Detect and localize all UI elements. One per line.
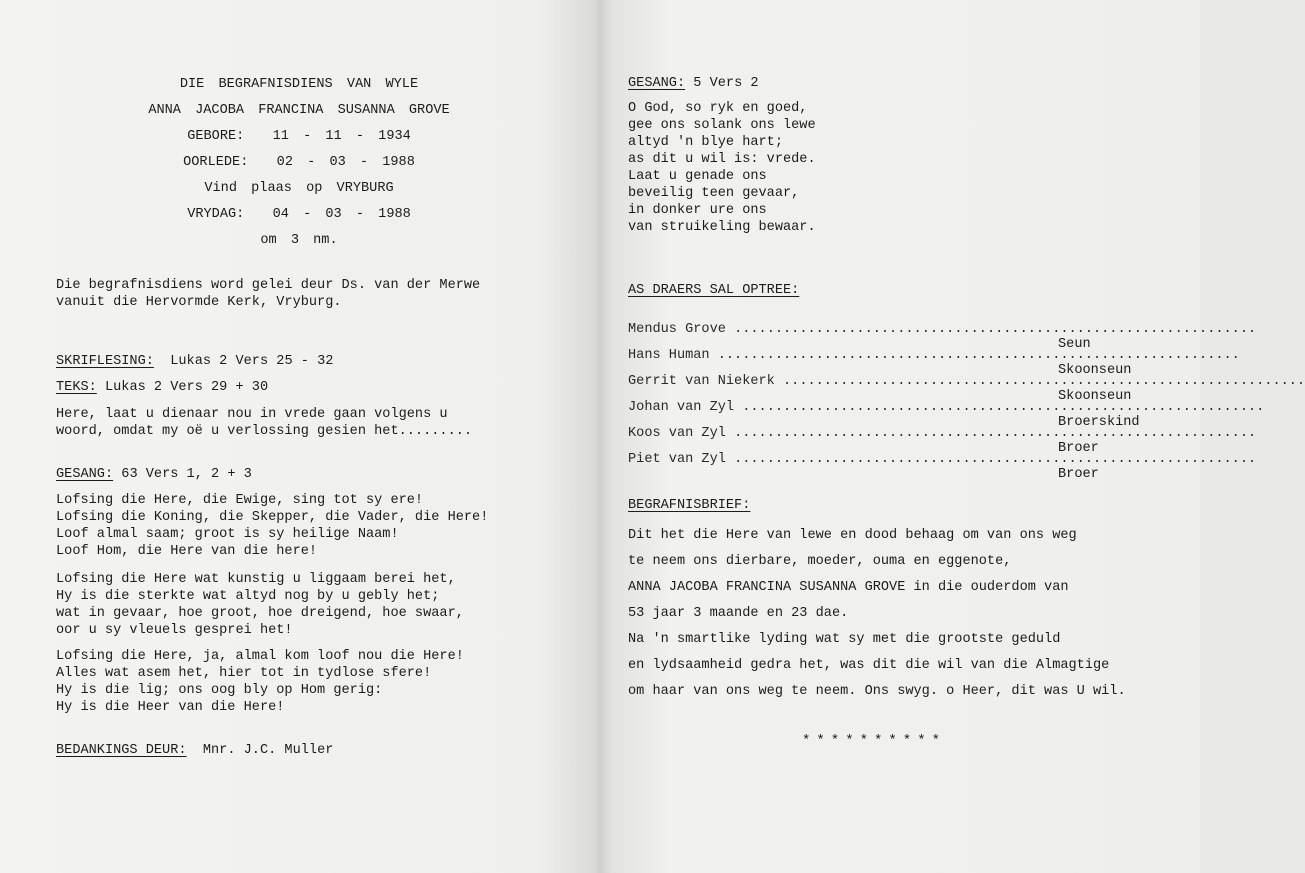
stanza-line: Lofsing die Here wat kunstig u liggaam berei het, xyxy=(56,572,456,587)
bedankings-value: Mnr. J.C. Muller xyxy=(202,743,334,758)
draer-role: Broerskind xyxy=(1058,415,1140,430)
service-location: Vind plaas op VRYBURG xyxy=(204,181,394,196)
stanza-line: Lofsing die Here, ja, almal kom loof nou die Here! xyxy=(56,649,464,664)
service-date: VRYDAG: 04 - 03 - 1988 xyxy=(187,207,411,222)
draer-role: Skoonseun xyxy=(1058,389,1132,404)
intro-line: Die begrafnisdiens word gelei deur Ds. van der Merwe xyxy=(56,278,481,293)
leader-dots: Gerrit van Niekerk ................................................................ xyxy=(628,374,1305,389)
draer-role: Broer xyxy=(1058,441,1099,456)
leader-dots: Johan van Zyl ................................................................ xyxy=(628,400,1265,415)
gesang-line: as dit u wil is: vrede. xyxy=(628,152,816,167)
stanza-line: oor u sy vleuels gesprei het! xyxy=(56,623,293,638)
gesang-line: van struikeling bewaar. xyxy=(628,220,816,235)
skriflesing-heading xyxy=(56,353,333,370)
teks-heading xyxy=(56,379,268,396)
deceased-name: ANNA JACOBA FRANCINA SUSANNA GROVE xyxy=(148,103,450,118)
draer-name: Mendus Grove xyxy=(628,322,726,337)
stanza-line: Lofsing die Koning, die Skepper, die Vader, die Here! xyxy=(56,510,489,525)
right-page xyxy=(602,0,1305,873)
stanza-line: Loof almal saam; groot is sy heilige Naam! xyxy=(56,527,399,542)
draer-row xyxy=(628,437,1257,497)
gesang-line: altyd 'n blye hart; xyxy=(628,135,783,150)
brief-line: ANNA JACOBA FRANCINA SUSANNA GROVE in die ouderdom van xyxy=(628,580,1069,595)
gesang-line: in donker ure ons xyxy=(628,203,767,218)
brief-line: 53 jaar 3 maande en 23 dae. xyxy=(628,606,849,621)
draer-name: Koos van Zyl xyxy=(628,426,726,441)
leader-dots: Mendus Grove ................................................................ xyxy=(628,322,1257,337)
skriflesing-label: SKRIFLESING: xyxy=(56,354,154,369)
brief-heading: BEGRAFNISBRIEF: xyxy=(628,498,751,513)
leader-dots: Koos van Zyl ................................................................ xyxy=(628,426,1257,441)
stanza-line: wat in gevaar, hoe groot, hoe dreigend, hoe swaar, xyxy=(56,606,464,621)
stanza-line: Alles wat asem het, hier tot in tydlose sfere! xyxy=(56,666,432,681)
brief-line: Na 'n smartlike lyding wat sy met die grootste geduld xyxy=(628,632,1061,647)
bedankings-heading xyxy=(56,742,333,759)
teks-line: Here, laat u dienaar nou in vrede gaan volgens u xyxy=(56,407,448,422)
gesang-line: beveilig teen gevaar, xyxy=(628,186,800,201)
stanza-line: Hy is die sterkte wat altyd nog by u gebly het; xyxy=(56,589,440,604)
left-page xyxy=(0,0,598,873)
stanza-line: Loof Hom, die Here van die here! xyxy=(56,544,318,559)
gesang-label: GESANG: xyxy=(56,467,114,482)
brief-line: om haar van ons weg te neem. Ons swyg. o Heer, dit was U wil. xyxy=(628,684,1126,699)
stanza-line: Hy is die lig; ons oog bly op Hom gerig: xyxy=(56,683,383,698)
draer-name: Piet van Zyl xyxy=(628,452,726,467)
draer-name: Hans Human xyxy=(628,348,710,363)
brief-line: te neem ons dierbare, moeder, ouma en eggenote, xyxy=(628,554,1012,569)
draer-role: Seun xyxy=(1058,337,1091,352)
skriflesing-value: Lukas 2 Vers 25 - 32 xyxy=(170,354,334,369)
brief-line: Dit het die Here van lewe en dood behaag om van ons weg xyxy=(628,528,1077,543)
draer-name: Gerrit van Niekerk xyxy=(628,374,775,389)
leader-dots: Hans Human ................................................................ xyxy=(628,348,1240,363)
gesang-value: 5 Vers 2 xyxy=(693,76,759,91)
death-date: OORLEDE: 02 - 03 - 1988 xyxy=(183,155,415,170)
draer-role: Broer xyxy=(1058,467,1099,482)
gesang-label: GESANG: xyxy=(628,76,686,91)
intro-line: vanuit die Hervormde Kerk, Vryburg. xyxy=(56,295,342,310)
gesang-value: 63 Vers 1, 2 + 3 xyxy=(121,467,252,482)
draers-heading: AS DRAERS SAL OPTREE: xyxy=(628,283,800,298)
service-time: om 3 nm. xyxy=(260,233,338,248)
stanza-line: Hy is die Heer van die Here! xyxy=(56,700,285,715)
closing-stars: ********** xyxy=(802,733,947,749)
draer-role: Skoonseun xyxy=(1058,363,1132,378)
gesang-line: gee ons solank ons lewe xyxy=(628,118,816,133)
teks-line: woord, omdat my oë u verlossing gesien het......... xyxy=(56,424,473,439)
teks-value: Lukas 2 Vers 29 + 30 xyxy=(104,380,269,395)
gesang-line: Laat u genade ons xyxy=(628,169,767,184)
teks-label: TEKS: xyxy=(56,380,97,395)
service-title: DIE BEGRAFNISDIENS VAN WYLE xyxy=(179,77,419,92)
stanza-line: Lofsing die Here, die Ewige, sing tot sy ere! xyxy=(56,493,424,508)
bedankings-label: BEDANKINGS DEUR: xyxy=(56,743,187,758)
gesang-heading xyxy=(628,75,759,92)
gesang-heading xyxy=(56,466,252,483)
gesang-line: O God, so ryk en goed, xyxy=(628,101,808,116)
draer-name: Johan van Zyl xyxy=(628,400,735,415)
brief-line: en lydsaamheid gedra het, was dit die wil van die Almagtige xyxy=(628,658,1110,673)
leader-dots: Piet van Zyl ................................................................ xyxy=(628,452,1257,467)
birth-date: GEBORE: 11 - 11 - 1934 xyxy=(187,129,411,144)
